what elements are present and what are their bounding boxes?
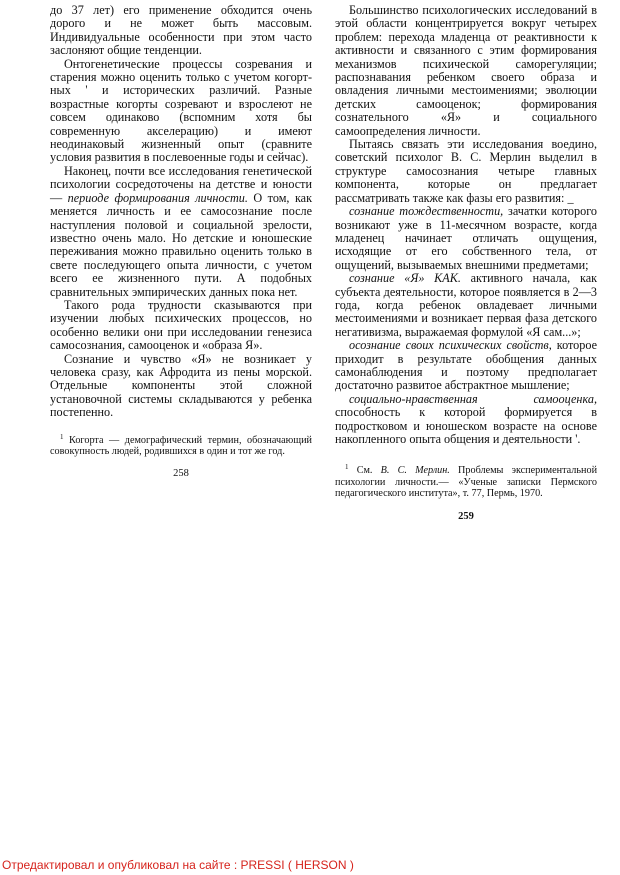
right-footnote bbox=[335, 462, 597, 499]
component-term-1: сознание тождественности, bbox=[349, 204, 504, 219]
right-page bbox=[335, 4, 597, 523]
left-page bbox=[50, 4, 312, 481]
right-footnote-author: В. С. Мерлин. bbox=[380, 465, 450, 477]
left-paragraph-4: Такого рода трудности сказываются при изучении любых психических процессов, но особенно велики они при исследовании генезиса самосознания, самооценок и «образа Я». bbox=[50, 297, 312, 353]
right-footnote-mark: 1 bbox=[345, 463, 349, 472]
component-item-3 bbox=[335, 339, 597, 393]
component-term-4: социально-нравственная самооценка, bbox=[349, 391, 597, 406]
component-text-2: активного начала, как субъекта деятельности, которое появляется в 2—3 года, когда ребенок овладевает личными местоимениями и возникает первая фаза детского негативизма, выражаемая формулой «Я сам...»; bbox=[335, 271, 598, 339]
left-paragraph-3 bbox=[50, 165, 312, 299]
right-paragraph-2: Пытаясь связать эти исследования воедино, советский психолог В. С. Мерлин выделил в структуре самосознания четыре главных компонента, которые он предлагает рассматривать также как фазы его развития: _ bbox=[335, 137, 597, 205]
site-credit: Отредактировал и опубликовал на сайте : PRESSI ( HERSON ) bbox=[2, 858, 354, 872]
left-footnote-text: Когорта — демографический термин, обозначающий совокупность людей, родившихся в один и тот же год. bbox=[50, 434, 312, 457]
left-footnote-mark: 1 bbox=[60, 432, 64, 441]
component-item-2 bbox=[335, 272, 597, 339]
left-page-number: 258 bbox=[173, 468, 189, 480]
left-paragraph-5: Сознание и чувство «Я» не возникает у человека сразу, как Афродита из пены морской. Отдельные компоненты этой сложной установочной системы складываются у ребенка постепенно. bbox=[50, 351, 312, 420]
component-term-3: осознание своих психических свойств, bbox=[349, 338, 552, 353]
component-item-1 bbox=[335, 205, 597, 272]
component-item-4 bbox=[335, 393, 597, 447]
right-footnote-text: Проблемы экспериментальной психологии личности.— «Ученые записки Пермского педагогического института», т. 77, Пермь, 1970. bbox=[335, 465, 598, 500]
component-text-4: способность к которой формируется в подростковом и юношеском возрасте на основе накопленного опыта общения и деятельности '. bbox=[335, 405, 597, 446]
right-paragraph-1: Большинство психологических исследований в этой области концентрируется вокруг четырех проблем: перехода младенца от реактивности к активности и связанного с этим формирования механизмов психической саморегуляции; распознавания ребенком своего образа и овладения личными местоимениями; эволюции детских самооценок; формирования сознательного «Я» и социального самоопределения личности. bbox=[335, 3, 597, 138]
left-paragraph-3-text: Наконец, почти все исследования генетической психологии сосредоточены на детстве и юности — bbox=[50, 163, 312, 205]
right-page-number: 259 bbox=[458, 510, 474, 522]
left-paragraph-3-rest: О том, как меняется личность и ее самосознание после наступления половой и социальной зрелости, известно очень мало. Но детские и юношеские переживания можно правильно оценить только в свете последующего опыта личности, с учетом всего ее жизненного пути. А подобных сравнительных эмпирических данных пока нет. bbox=[50, 190, 313, 299]
right-footnote-see: См. bbox=[356, 465, 373, 477]
left-footnote bbox=[50, 432, 312, 458]
left-paragraph-3-emphasis: периоде формирования личности. bbox=[67, 190, 248, 205]
component-text-1: зачатки которого возникают уже в 11-месячном возрасте, когда младенец начинает отличать ощущения, исходящие от его собственного тела, от ощущений, вызываемых внешними предметами; bbox=[335, 204, 598, 272]
component-text-3: которое приходит в результате обобщения данных самонаблюдения и поэтому предполагает достаточно развитое абстрактное мышление; bbox=[335, 338, 598, 393]
component-term-2: сознание «Я» КАК. bbox=[349, 271, 461, 286]
left-paragraph-1: до 37 лет) его применение обходится очень дорого и не может быть массовым. Индивидуальные особенности при этом часто заслоняют общие тенденции. bbox=[50, 3, 312, 58]
left-paragraph-2: Онтогенетические процессы созревания и старения можно оценить только с учетом когорт-ных ' и исторических различий. Разные возрастные когорты созревают и взрослеют не совсем одинаково (вспомним хотя бы современную акселерацию) и имеют неодинаковый жизненный опыт (сравните условия развития в послевоенные годы и сейчас). bbox=[50, 56, 312, 165]
